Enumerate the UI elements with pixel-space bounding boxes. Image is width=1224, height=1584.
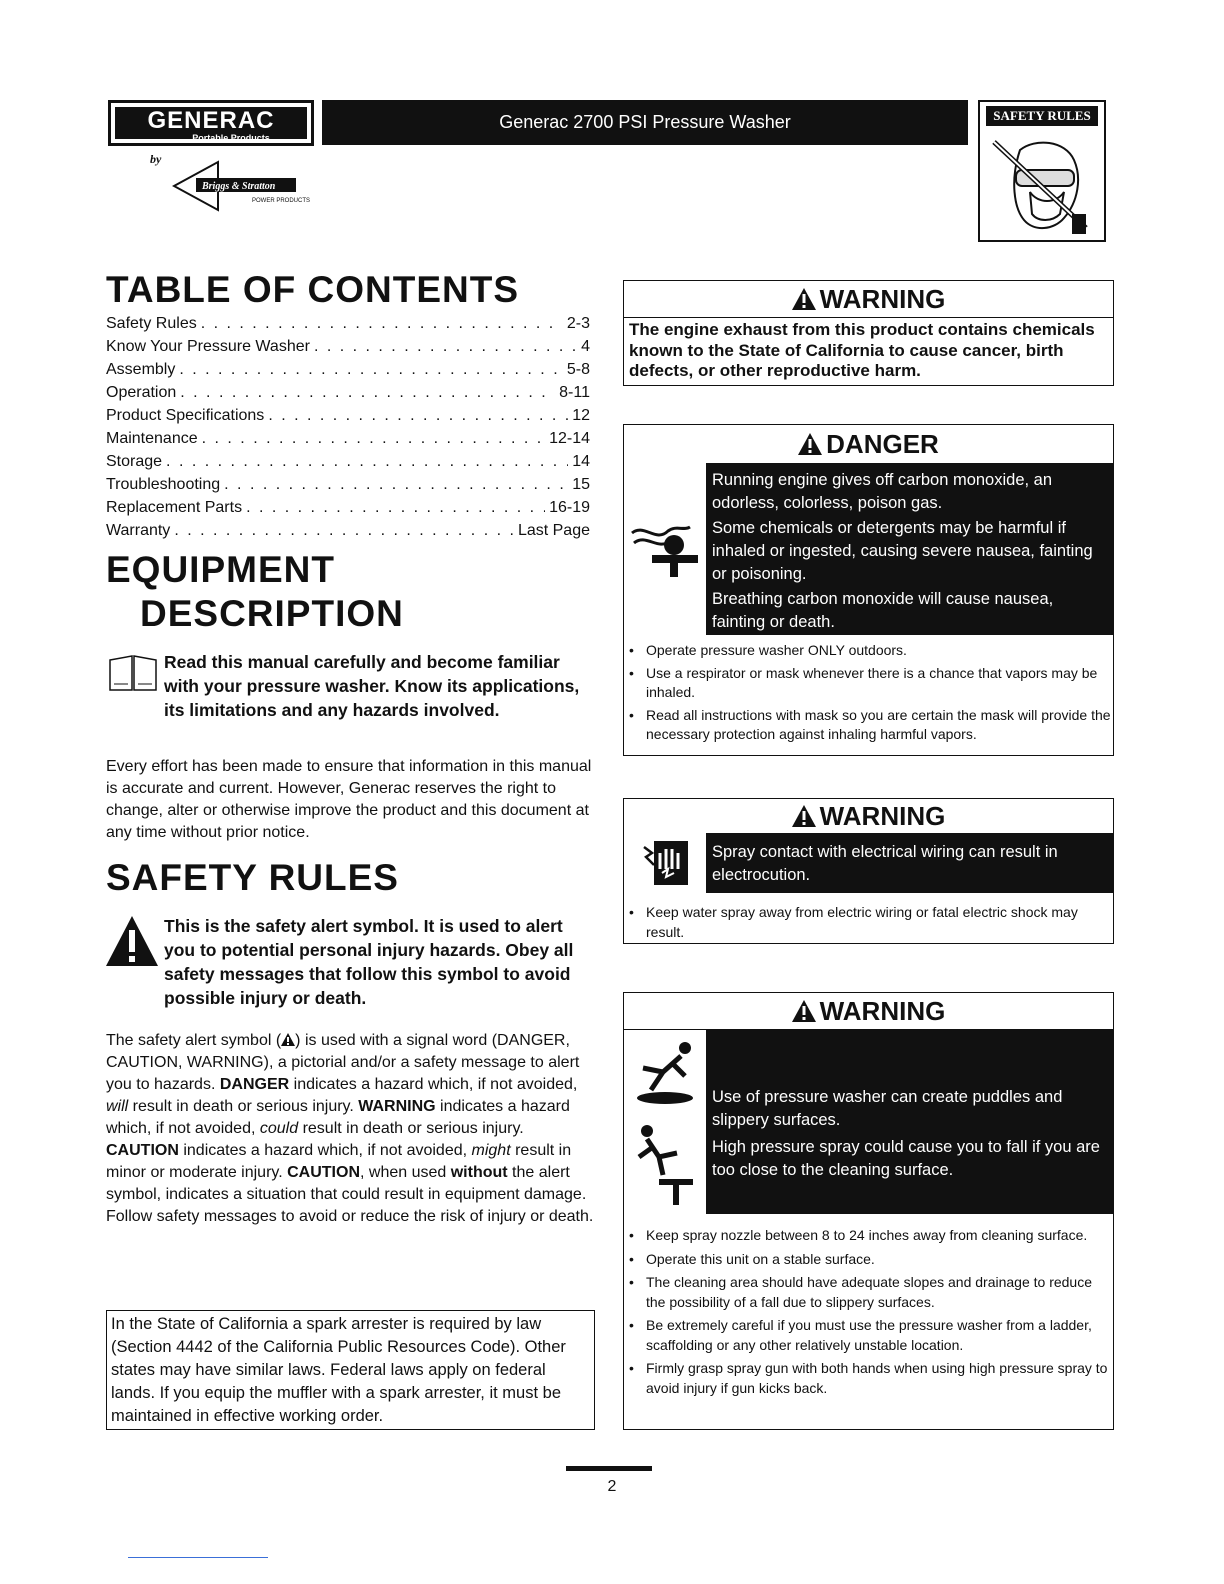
danger-header	[624, 425, 1113, 463]
safety-alert-icon	[104, 914, 160, 968]
warning-header	[624, 799, 1113, 833]
toc-item-pages: 2-3	[566, 315, 590, 332]
toc-item-label: Replacement Parts	[106, 499, 243, 516]
toc-item-label: Operation	[106, 384, 177, 401]
svg-text:Briggs & Stratton: Briggs & Stratton	[202, 181, 276, 192]
warning-box-exhaust	[623, 280, 1114, 386]
slippery-hazard-line: Use of pressure washer can create puddles and slippery surfaces.	[712, 1088, 1063, 1129]
toc-item[interactable]	[106, 404, 590, 427]
logo-subtext: Portable Products	[192, 133, 270, 143]
toc-item-label: Know Your Pressure Washer	[106, 338, 310, 355]
toc-item-pages: 12-14	[549, 430, 590, 447]
list-item: • Firmly grasp spray gun with both hands when using high pressure spray to avoid injury if gun kicks back.	[624, 1359, 1113, 1398]
list-item: • Be extremely careful if you must use the pressure washer from a ladder, scaffolding or any other relatively unstable location.	[624, 1316, 1113, 1355]
briggs-stratton-logo	[172, 160, 322, 212]
page-number: 2	[607, 1478, 617, 1495]
slippery-hazard-panel	[706, 1030, 1113, 1214]
toc-item[interactable]	[106, 312, 590, 335]
danger-hazard-panel	[706, 463, 1113, 635]
toc-item[interactable]	[106, 473, 590, 496]
by-label: by	[150, 152, 162, 166]
warning-exhaust-text: The engine exhaust from this product contains chemicals known to the State of California to cause cancer, birth defects, or other reproductive harm.	[624, 317, 1113, 384]
toc-item-label: Safety Rules	[106, 315, 197, 332]
face-mask-goggles-icon	[990, 130, 1096, 238]
list-item: • Keep water spray away from electric wiring or fatal electric shock may result.	[624, 903, 1113, 942]
alert-triangle-icon	[798, 433, 822, 455]
footer-divider	[128, 1557, 268, 1558]
warning-title: WARNING	[819, 283, 946, 314]
toc-item[interactable]	[106, 496, 590, 519]
danger-title: DANGER	[826, 428, 939, 459]
svg-text:POWER PRODUCTS: POWER PRODUCTS	[252, 198, 311, 204]
open-book-icon	[106, 650, 160, 694]
toc-item-label: Storage	[106, 453, 163, 470]
slip-fall-icon	[633, 1038, 697, 1108]
danger-instructions	[624, 635, 1113, 745]
list-item: • The cleaning area should have adequate slopes and drainage to reduce the possibility of a fall due to slippery surfaces.	[624, 1273, 1113, 1312]
toc-item[interactable]	[106, 381, 590, 404]
warning-box-electrocution	[623, 798, 1114, 944]
danger-hazard-line: Breathing carbon monoxide will cause nausea, fainting or death.	[712, 590, 1054, 631]
california-spark-arrester-notice: In the State of California a spark arrester is required by law (Section 4442 of the California Public Resources Code). Other states may have similar laws. Federal laws apply on federal lands. If you equip the muffler with a spark arrester, it must be maintained in effective working order.	[106, 1310, 595, 1430]
toc-item[interactable]	[106, 427, 590, 450]
slippery-instructions	[624, 1214, 1113, 1398]
safety-rules-badge-label: SAFETY RULES	[986, 106, 1098, 126]
logo-text: GENERAC	[147, 107, 275, 134]
electric-shock-hand-icon	[640, 839, 690, 887]
toc-item-pages: Last Page	[517, 522, 590, 539]
danger-hazard-line: Some chemicals or detergents may be harmful if inhaled or ingested, causing severe nausea, fainting or poisoning.	[712, 519, 1093, 583]
list-item: • Operate pressure washer ONLY outdoors.	[624, 641, 1113, 661]
safety-alert-statement: This is the safety alert symbol. It is used to alert you to potential personal injury hazards. Obey all safety messages that follow this symbol to avoid possible injury or death.	[164, 916, 574, 1008]
read-manual-notice: Read this manual carefully and become familiar with your pressure washer. Know its applications, its limitations and any hazards involved.	[164, 652, 580, 720]
electrocution-instructions	[624, 893, 1113, 942]
equipment-heading-line1: EQUIPMENT	[106, 549, 335, 590]
list-item: • Read all instructions with mask so you are certain the mask will provide the necessary protection against inhaling harmful vapors.	[624, 706, 1113, 745]
toc-item-pages: 15	[572, 476, 590, 493]
slippery-hazard-line: High pressure spray could cause you to fall if you are too close to the cleaning surface.	[712, 1138, 1100, 1179]
list-item: • Operate this unit on a stable surface.	[624, 1250, 1113, 1270]
toc-item[interactable]	[106, 450, 590, 473]
toc-item-label: Maintenance	[106, 430, 198, 447]
equipment-heading-line2: DESCRIPTION	[140, 593, 404, 634]
toc-item-pages: 12	[572, 407, 590, 424]
warning-header	[624, 281, 1113, 317]
alert-triangle-icon	[792, 1000, 816, 1022]
warning-title: WARNING	[819, 995, 946, 1026]
warning-box-slippery	[623, 992, 1114, 1430]
alert-triangle-icon	[792, 288, 816, 310]
toc-item[interactable]	[106, 519, 590, 542]
signal-word-explanation: The safety alert symbol ( ) is used with a signal word (DANGER, CAUTION, WARNING), a pictorial and/or a safety message to alert you to hazards. DANGER indicates a hazard which, if not avoided, will result in death or serious injury. WARNING indicates a hazard which, if not avoided, could result in death or serious injury. CAUTION indicates a hazard which, if not avoided, might result in minor or moderate injury. CAUTION, when used without the alert symbol, indicates a situation that could result in equipment damage. Follow safety messages to avoid or reduce the risk of injury or death.	[106, 1032, 594, 1225]
toc-item-label: Troubleshooting	[106, 476, 221, 493]
page-number-bar	[566, 1466, 652, 1471]
equipment-description-text: Every effort has been made to ensure that information in this manual is accurate and current. However, Generac reserves the right to change, alter or otherwise improve the product and this document at any time without prior notice.	[106, 758, 592, 841]
warning-header	[624, 993, 1113, 1029]
toc-item[interactable]	[106, 335, 590, 358]
generac-logo	[108, 100, 314, 146]
document-title: Generac 2700 PSI Pressure Washer	[322, 100, 968, 145]
table-of-contents	[106, 312, 590, 542]
electrocution-hazard-panel: Spray contact with electrical wiring can result in electrocution.	[706, 833, 1113, 893]
toc-item-pages: 16-19	[549, 499, 590, 516]
toc-item-pages: 4	[581, 338, 590, 355]
toc-item-label: Warranty	[106, 522, 171, 539]
alert-triangle-icon	[792, 805, 816, 827]
list-item: • Keep spray nozzle between 8 to 24 inches away from cleaning surface.	[624, 1226, 1113, 1246]
toc-item[interactable]	[106, 358, 590, 381]
danger-hazard-line: Running engine gives off carbon monoxide, an odorless, colorless, poison gas.	[712, 471, 1053, 512]
safety-rules-badge	[978, 100, 1106, 242]
inline-alert-icon	[281, 1033, 295, 1046]
safety-rules-heading: SAFETY RULES	[106, 857, 399, 898]
toc-item-pages: 5-8	[566, 361, 590, 378]
list-item: • Use a respirator or mask whenever there is a chance that vapors may be inhaled.	[624, 664, 1113, 703]
toc-item-label: Assembly	[106, 361, 176, 378]
toc-item-label: Product Specifications	[106, 407, 265, 424]
danger-box-carbon-monoxide	[623, 424, 1114, 756]
toxic-fumes-icon	[630, 519, 700, 579]
toc-heading: TABLE OF CONTENTS	[106, 269, 520, 310]
warning-title: WARNING	[819, 800, 946, 831]
toc-item-pages: 14	[572, 453, 590, 470]
toc-item-pages: 8-11	[559, 384, 590, 401]
fall-from-height-icon	[633, 1123, 697, 1207]
